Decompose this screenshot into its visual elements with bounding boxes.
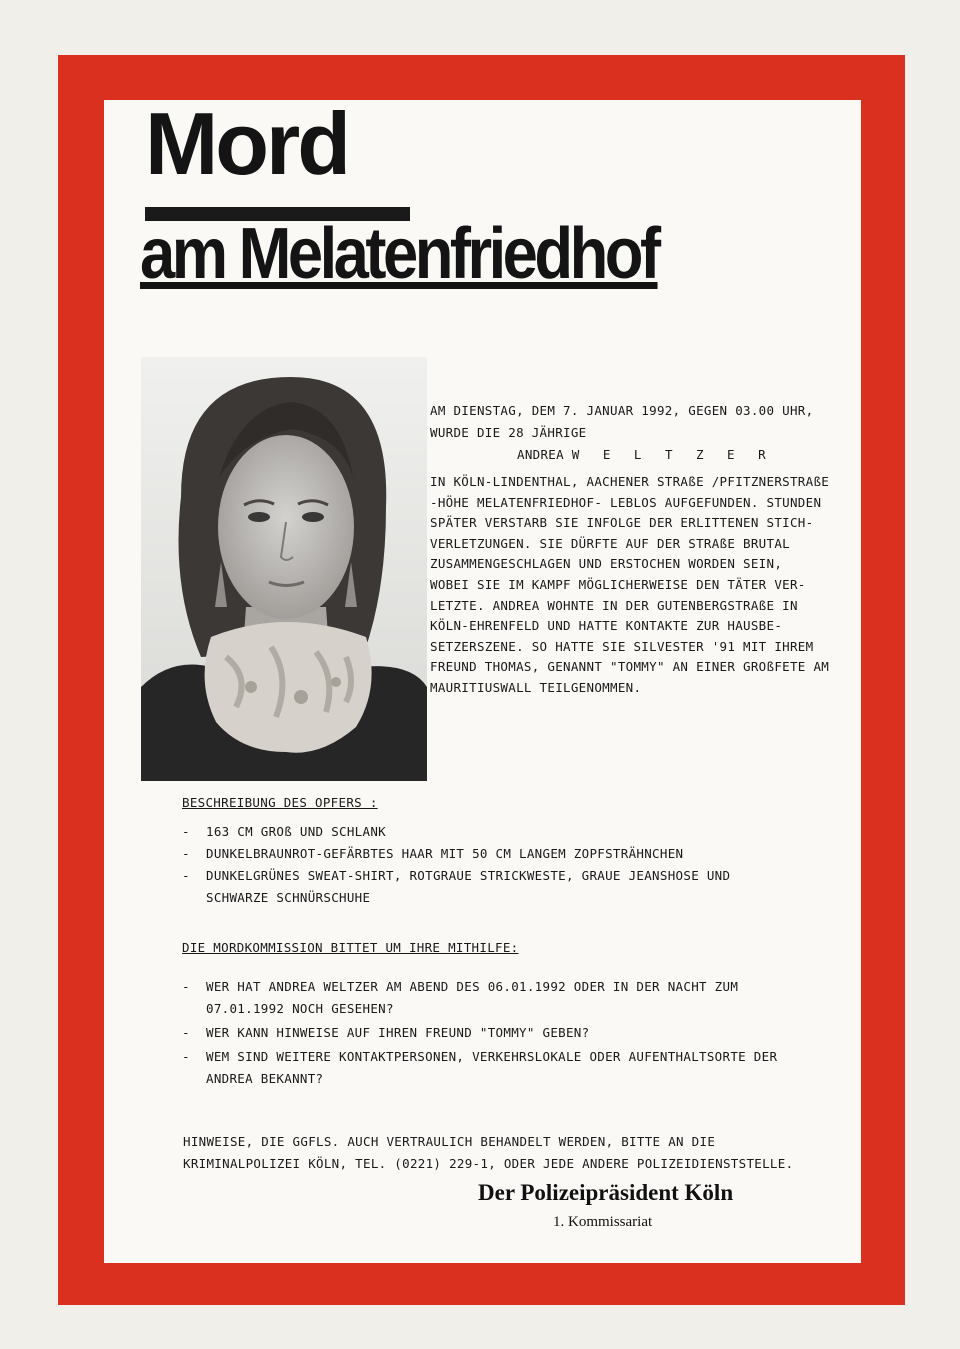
notice-line-1: HINWEISE, DIE GGFLS. AUCH VERTRAULICH BEHANDELT WERDEN, BITTE AN DIE [183,1134,716,1149]
victim-description-list [182,821,730,909]
body-line: WOBEI SIE IM KAMPF MÖGLICHERWEISE DEN TÄTER VER- [430,576,806,592]
list-item-text: WER HAT ANDREA WELTZER AM ABEND DES 06.01.1992 ODER IN DER NACHT ZUM 07.01.1992 NOCH GESEHEN? [206,979,739,1016]
headline-mord: Mord [145,94,349,193]
issuer-title: Der Polizeipräsident Köln [478,1180,734,1205]
portrait-illustration [141,357,427,781]
issuer-department: 1. Kommissariat [553,1214,653,1230]
victim-description-heading: BESCHREIBUNG DES OPFERS : [182,795,378,810]
appeal-list [182,976,777,1092]
body-line: KÖLN-EHRENFELD UND HATTE KONTAKTE ZUR HAUSBE- [430,618,783,634]
list-item: - 163 CM GROß UND SCHLANK [182,824,386,839]
list-item-text: 163 CM GROß UND SCHLANK [206,824,386,839]
list-item-text: WER KANN HINWEISE AUF IHREN FREUND "TOMMY" GEBEN? [206,1025,590,1040]
body-line: IN KÖLN-LINDENTHAL, AACHENER STRAßE /PFITZNERSTRAßE [430,474,830,489]
body-line: -HÖHE MELATENFRIEDHOF- LEBLOS AUFGEFUNDEN. STUNDEN [430,494,822,510]
intro-line-1: AM DIENSTAG, DEM 7. JANUAR 1992, GEGEN 03.00 UHR, [430,403,814,418]
body-line: SETZERSZENE. SO HATTE SIE SILVESTER '91 MIT IHREM [430,638,814,654]
intro-line-2: WURDE DIE 28 JÄHRIGE [430,425,587,440]
victim-last-name: W E L T Z E R [571,447,774,462]
list-item: - WER HAT ANDREA WELTZER AM ABEND DES 06.01.1992 ODER IN DER NACHT ZUM 07.01.1992 NOCH GESEHEN? [182,979,739,1016]
victim-name [430,444,813,466]
appeal-heading: DIE MORDKOMMISSION BITTET UM IHRE MITHILFE: [182,940,519,955]
list-item-text: WEM SIND WEITERE KONTAKTPERSONEN, VERKEHRSLOKALE ODER AUFENTHALTSORTE DER ANDREA BEKANNT? [206,1049,778,1086]
body-line: ZUSAMMENGESCHLAGEN UND ERSTOCHEN WORDEN SEIN, [430,556,783,572]
notice-line-2: KRIMINALPOLIZEI KÖLN, TEL. (0221) 229-1, ODER JEDE ANDERE POLIZEIDIENSTSTELLE. [183,1156,794,1171]
body-line: VERLETZUNGEN. SIE DÜRFTE AUF DER STRAßE BRUTAL [430,535,790,551]
list-item: - DUNKELGRÜNES SWEAT-SHIRT, ROTGRAUE STRICKWESTE, GRAUE JEANSHOSE UND SCHWARZE SCHNÜRSCHUHE [182,868,731,905]
list-item-text: DUNKELGRÜNES SWEAT-SHIRT, ROTGRAUE STRICKWESTE, GRAUE JEANSHOSE UND SCHWARZE SCHNÜRSCHUHE [206,868,731,905]
body-line: LETZTE. ANDREA WOHNTE IN DER GUTENBERGSTRAßE IN [430,597,798,613]
case-description [430,472,829,699]
victim-photo [141,357,427,781]
list-item: - DUNKELBRAUNROT-GEFÄRBTES HAAR MIT 50 CM LANGEM ZOPFSTRÄHNCHEN [182,846,684,861]
list-item: - WER KANN HINWEISE AUF IHREN FREUND "TOMMY" GEBEN? [182,1025,590,1040]
contact-notice [183,1131,793,1175]
list-item: - WEM SIND WEITERE KONTAKTPERSONEN, VERKEHRSLOKALE ODER AUFENTHALTSORTE DER ANDREA BEKANNT? [182,1049,778,1086]
victim-first-name: ANDREA [517,447,564,462]
body-line: MAURITIUSWALL TEILGENOMMEN. [430,679,642,695]
body-line: SPÄTER VERSTARB SIE INFOLGE DER ERLITTENEN STICH- [430,515,814,531]
intro-text [430,400,813,466]
list-item-text: DUNKELBRAUNROT-GEFÄRBTES HAAR MIT 50 CM LANGEM ZOPFSTRÄHNCHEN [206,846,684,861]
headline-location: am Melatenfriedhof [140,214,658,294]
body-line: FREUND THOMAS, GENANNT "TOMMY" AN EINER GROßFETE AM [430,659,830,675]
